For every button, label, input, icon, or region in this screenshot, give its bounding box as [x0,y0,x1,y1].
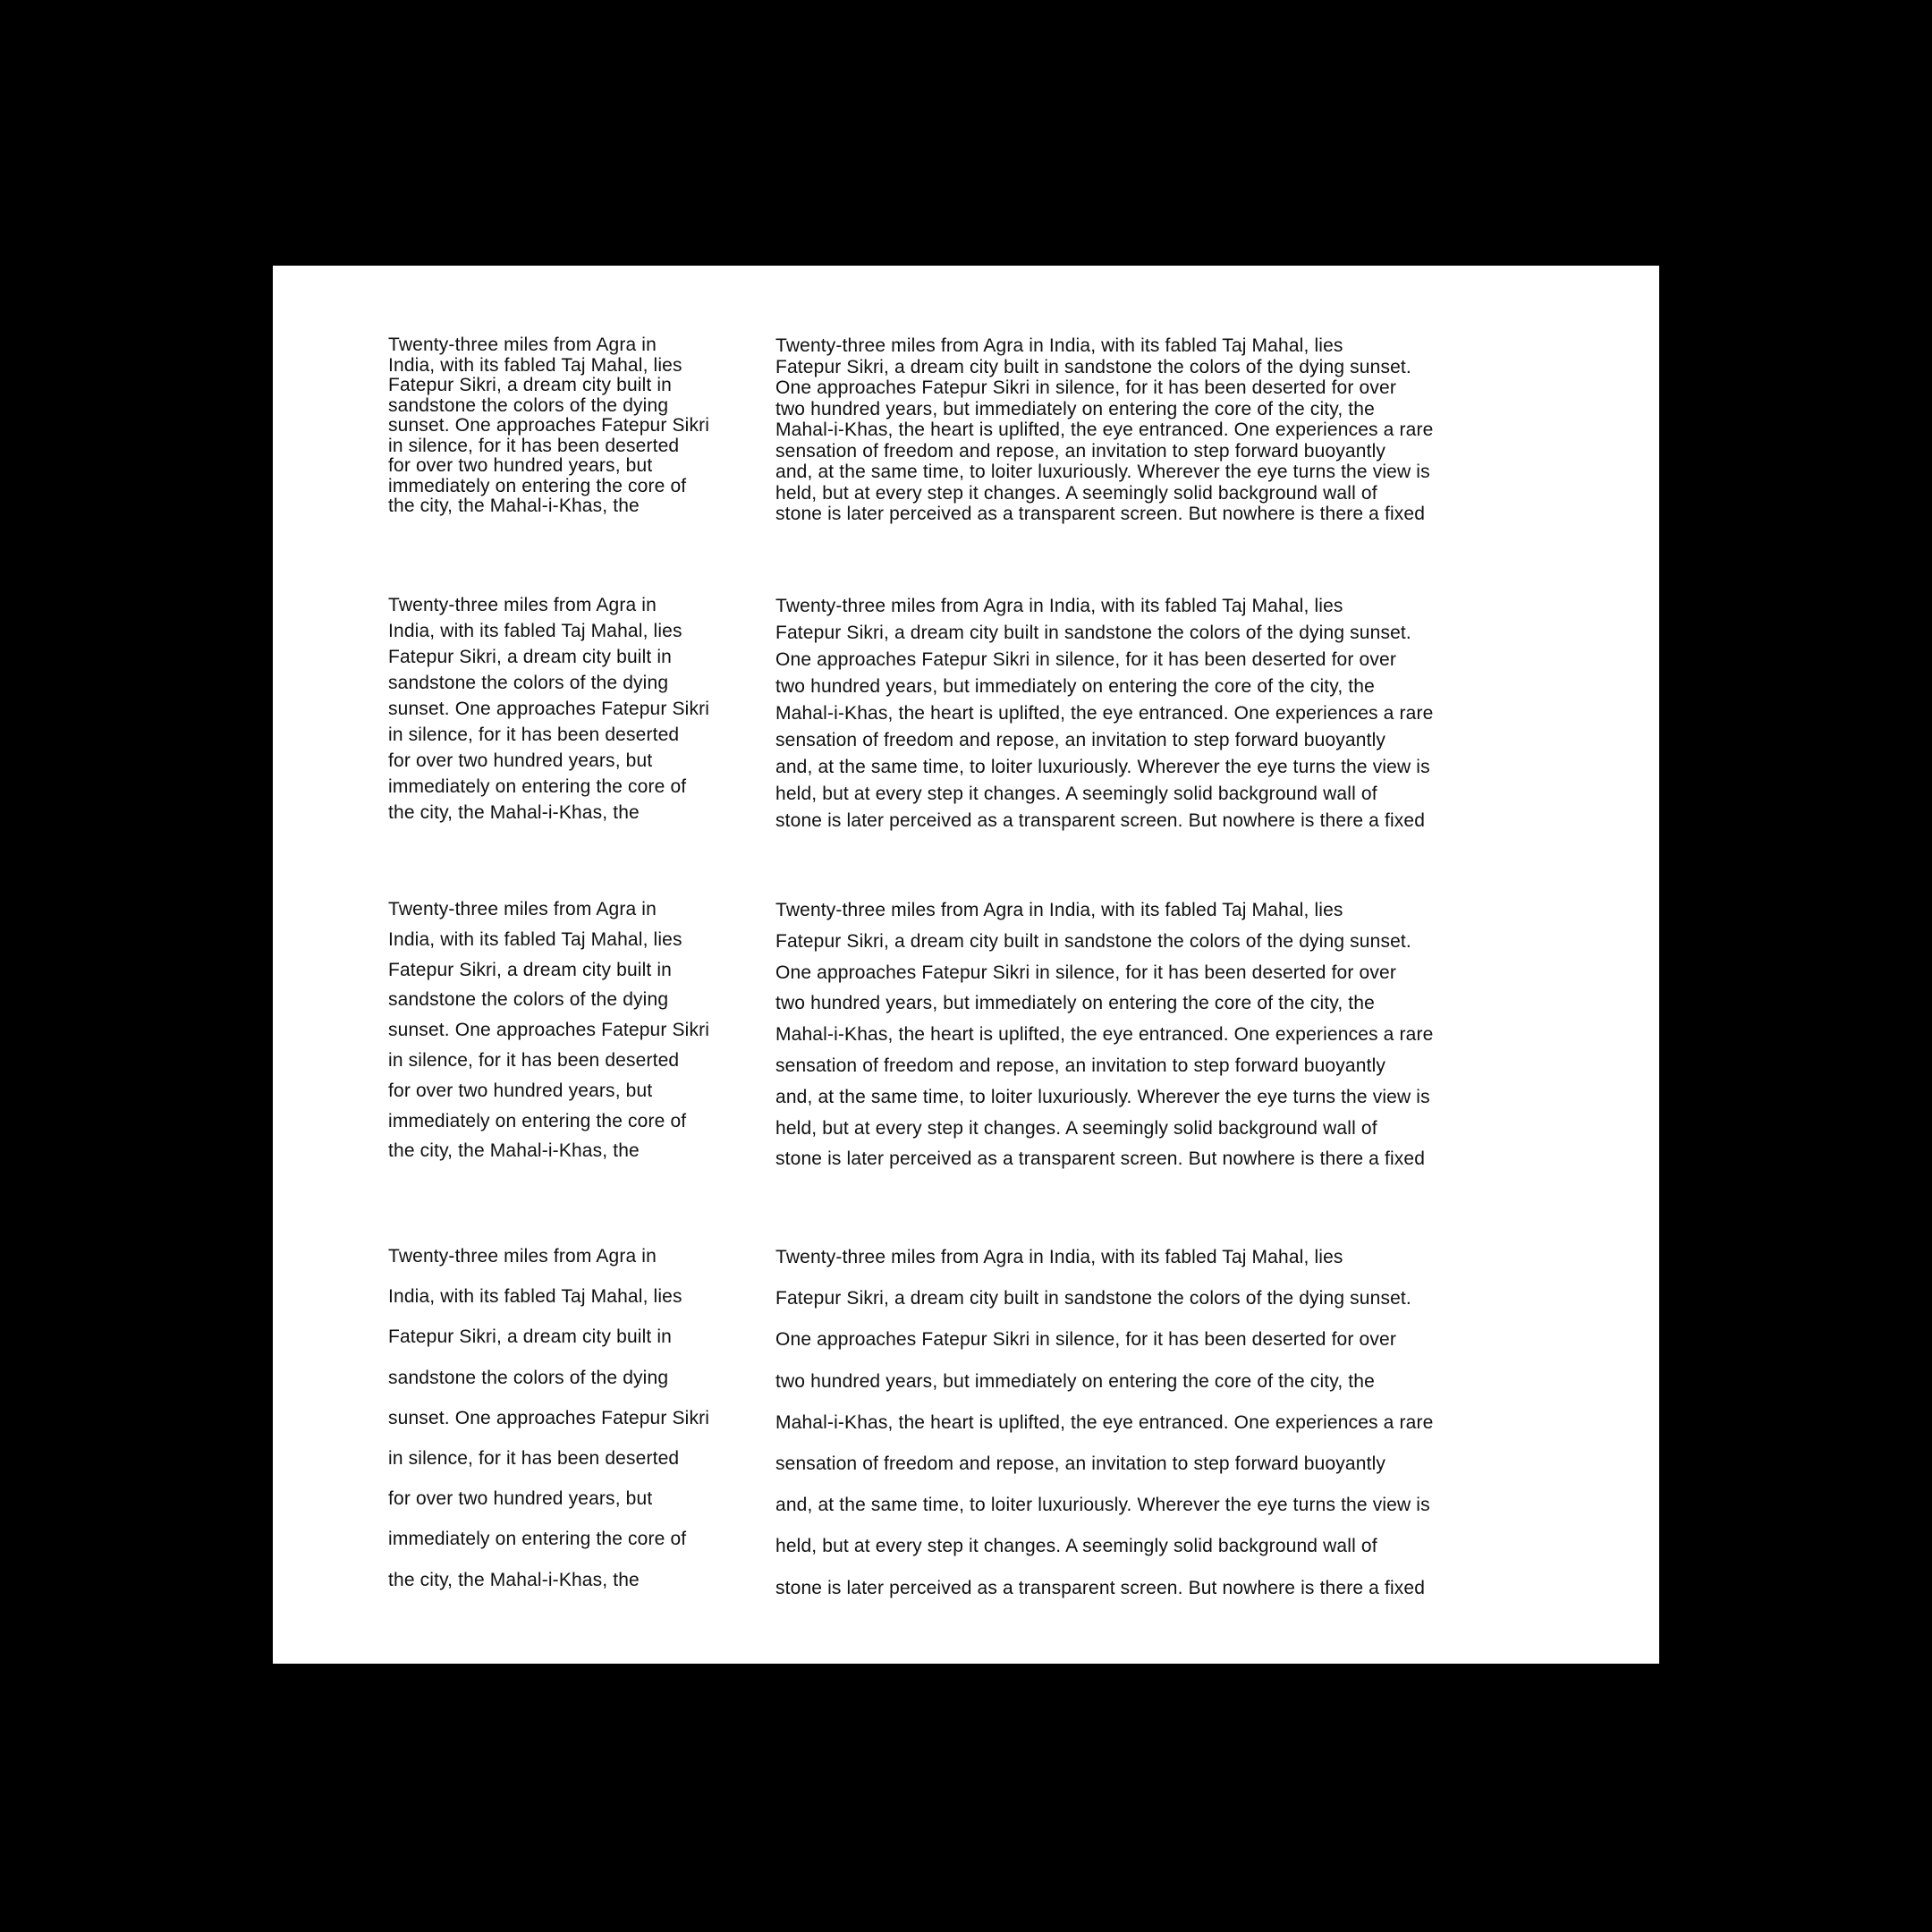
text-line: and, at the same time, to loiter luxuriously. Wherever the eye turns the view is [775,1086,1430,1107]
text-line: Twenty-three miles from Agra in India, with its fabled Taj Mahal, lies [775,900,1343,920]
text-line: sandstone the colors of the dying [388,989,669,1011]
text-line: Fatepur Sikri, a dream city built in [388,647,673,667]
text-line: One approaches Fatepur Sikri in silence, for it has been deserted for over [775,649,1396,670]
text-line: Fatepur Sikri, a dream city built in [388,959,673,980]
wide-text-column [775,1236,1545,1608]
text-line: India, with its fabled Taj Mahal, lies [388,1286,682,1308]
text-line: immediately on entering the core of [388,475,687,496]
text-line: India, with its fabled Taj Mahal, lies [388,354,682,376]
wide-text-column [775,592,1545,834]
text-line: sunset. One approaches Fatepur Sikri [388,415,710,436]
text-line: the city, the Mahal-i-Khas, the [388,496,640,516]
text-line: sandstone the colors of the dying [388,673,669,693]
text-line: and, at the same time, to loiter luxuriously. Wherever the eye turns the view is [775,1495,1430,1516]
narrow-text-column [388,335,773,517]
text-line: sensation of freedom and repose, an invitation to step forward buoyantly [775,1055,1386,1076]
text-line: Twenty-three miles from Agra in [388,335,657,355]
text-line: India, with its fabled Taj Mahal, lies [388,621,682,641]
text-line: One approaches Fatepur Sikri in silence, for it has been deserted for over [775,377,1396,398]
text-line: sensation of freedom and repose, an invitation to step forward buoyantly [775,440,1386,462]
text-line: the city, the Mahal-i-Khas, the [388,1140,640,1162]
text-line: Twenty-three miles from Agra in India, with its fabled Taj Mahal, lies [775,596,1343,616]
text-line: Twenty-three miles from Agra in [388,1246,657,1267]
text-line: Fatepur Sikri, a dream city built in sandstone the colors of the dying sunset. [775,930,1411,952]
text-line: Twenty-three miles from Agra in India, with its fabled Taj Mahal, lies [775,1247,1343,1267]
text-line: stone is later perceived as a transparent screen. But nowhere is there a fixed [775,1148,1426,1170]
text-line: sunset. One approaches Fatepur Sikri [388,1407,710,1428]
text-line: sensation of freedom and repose, an invitation to step forward buoyantly [775,1453,1386,1475]
text-line: two hundred years, but immediately on entering the core of the city, the [775,398,1375,419]
text-line: One approaches Fatepur Sikri in silence, for it has been deserted for over [775,962,1396,983]
text-line: stone is later perceived as a transparent screen. But nowhere is there a fixed [775,504,1426,524]
type-specimen-sheet [273,266,1659,1664]
text-line: Mahal-i-Khas, the heart is uplifted, the eye entranced. One experiences a rare [775,1411,1434,1433]
text-line: the city, the Mahal-i-Khas, the [388,802,640,823]
wide-text-column [775,335,1545,525]
text-line: in silence, for it has been deserted [388,1448,680,1470]
text-line: in silence, for it has been deserted [388,1049,680,1071]
text-line: Twenty-three miles from Agra in [388,595,657,615]
text-line: the city, the Mahal-i-Khas, the [388,1569,640,1590]
text-line: in silence, for it has been deserted [388,724,680,745]
text-line: Mahal-i-Khas, the heart is uplifted, the eye entranced. One experiences a rare [775,419,1434,440]
text-line: Mahal-i-Khas, the heart is uplifted, the eye entranced. One experiences a rare [775,1024,1434,1046]
text-line: sunset. One approaches Fatepur Sikri [388,1020,710,1041]
text-line: in silence, for it has been deserted [388,435,680,456]
text-line: immediately on entering the core of [388,1529,687,1550]
text-line: two hundred years, but immediately on entering the core of the city, the [775,1370,1375,1392]
text-line: sandstone the colors of the dying [388,1367,669,1388]
text-line: sunset. One approaches Fatepur Sikri [388,699,710,719]
text-line: held, but at every step it changes. A seemingly solid background wall of [775,482,1377,504]
text-line: two hundred years, but immediately on entering the core of the city, the [775,993,1375,1014]
text-line: and, at the same time, to loiter luxuriously. Wherever the eye turns the view is [775,462,1430,482]
narrow-text-column [388,1236,773,1600]
text-line: held, but at every step it changes. A seemingly solid background wall of [775,1536,1377,1557]
wide-text-column [775,894,1545,1174]
text-line: One approaches Fatepur Sikri in silence, for it has been deserted for over [775,1329,1396,1351]
text-line: held, but at every step it changes. A seemingly solid background wall of [775,1117,1377,1139]
text-line: stone is later perceived as a transparent screen. But nowhere is there a fixed [775,1577,1426,1598]
text-line: for over two hundred years, but [388,1488,653,1510]
text-line: Twenty-three miles from Agra in [388,899,657,919]
text-line: for over two hundred years, but [388,455,653,476]
text-line: for over two hundred years, but [388,1080,653,1101]
narrow-text-column [388,592,773,826]
text-line: held, but at every step it changes. A seemingly solid background wall of [775,784,1377,804]
text-line: Twenty-three miles from Agra in India, with its fabled Taj Mahal, lies [775,335,1343,356]
text-line: India, with its fabled Taj Mahal, lies [388,928,682,950]
text-line: two hundred years, but immediately on entering the core of the city, the [775,676,1375,697]
text-line: Mahal-i-Khas, the heart is uplifted, the eye entranced. One experiences a rare [775,703,1434,724]
text-line: Fatepur Sikri, a dream city built in sandstone the colors of the dying sunset. [775,1288,1411,1309]
text-line: Fatepur Sikri, a dream city built in [388,375,673,395]
text-line: immediately on entering the core of [388,1110,687,1131]
text-line: immediately on entering the core of [388,776,687,797]
text-line: Fatepur Sikri, a dream city built in sandstone the colors of the dying sunset. [775,356,1411,377]
text-line: stone is later perceived as a transparent screen. But nowhere is there a fixed [775,810,1426,831]
text-line: sandstone the colors of the dying [388,394,669,416]
narrow-text-column [388,894,773,1166]
text-line: for over two hundred years, but [388,750,653,771]
text-line: Fatepur Sikri, a dream city built in [388,1326,673,1348]
text-line: sensation of freedom and repose, an invitation to step forward buoyantly [775,730,1386,750]
text-line: and, at the same time, to loiter luxuriously. Wherever the eye turns the view is [775,757,1430,777]
text-line: Fatepur Sikri, a dream city built in sandstone the colors of the dying sunset. [775,623,1411,643]
